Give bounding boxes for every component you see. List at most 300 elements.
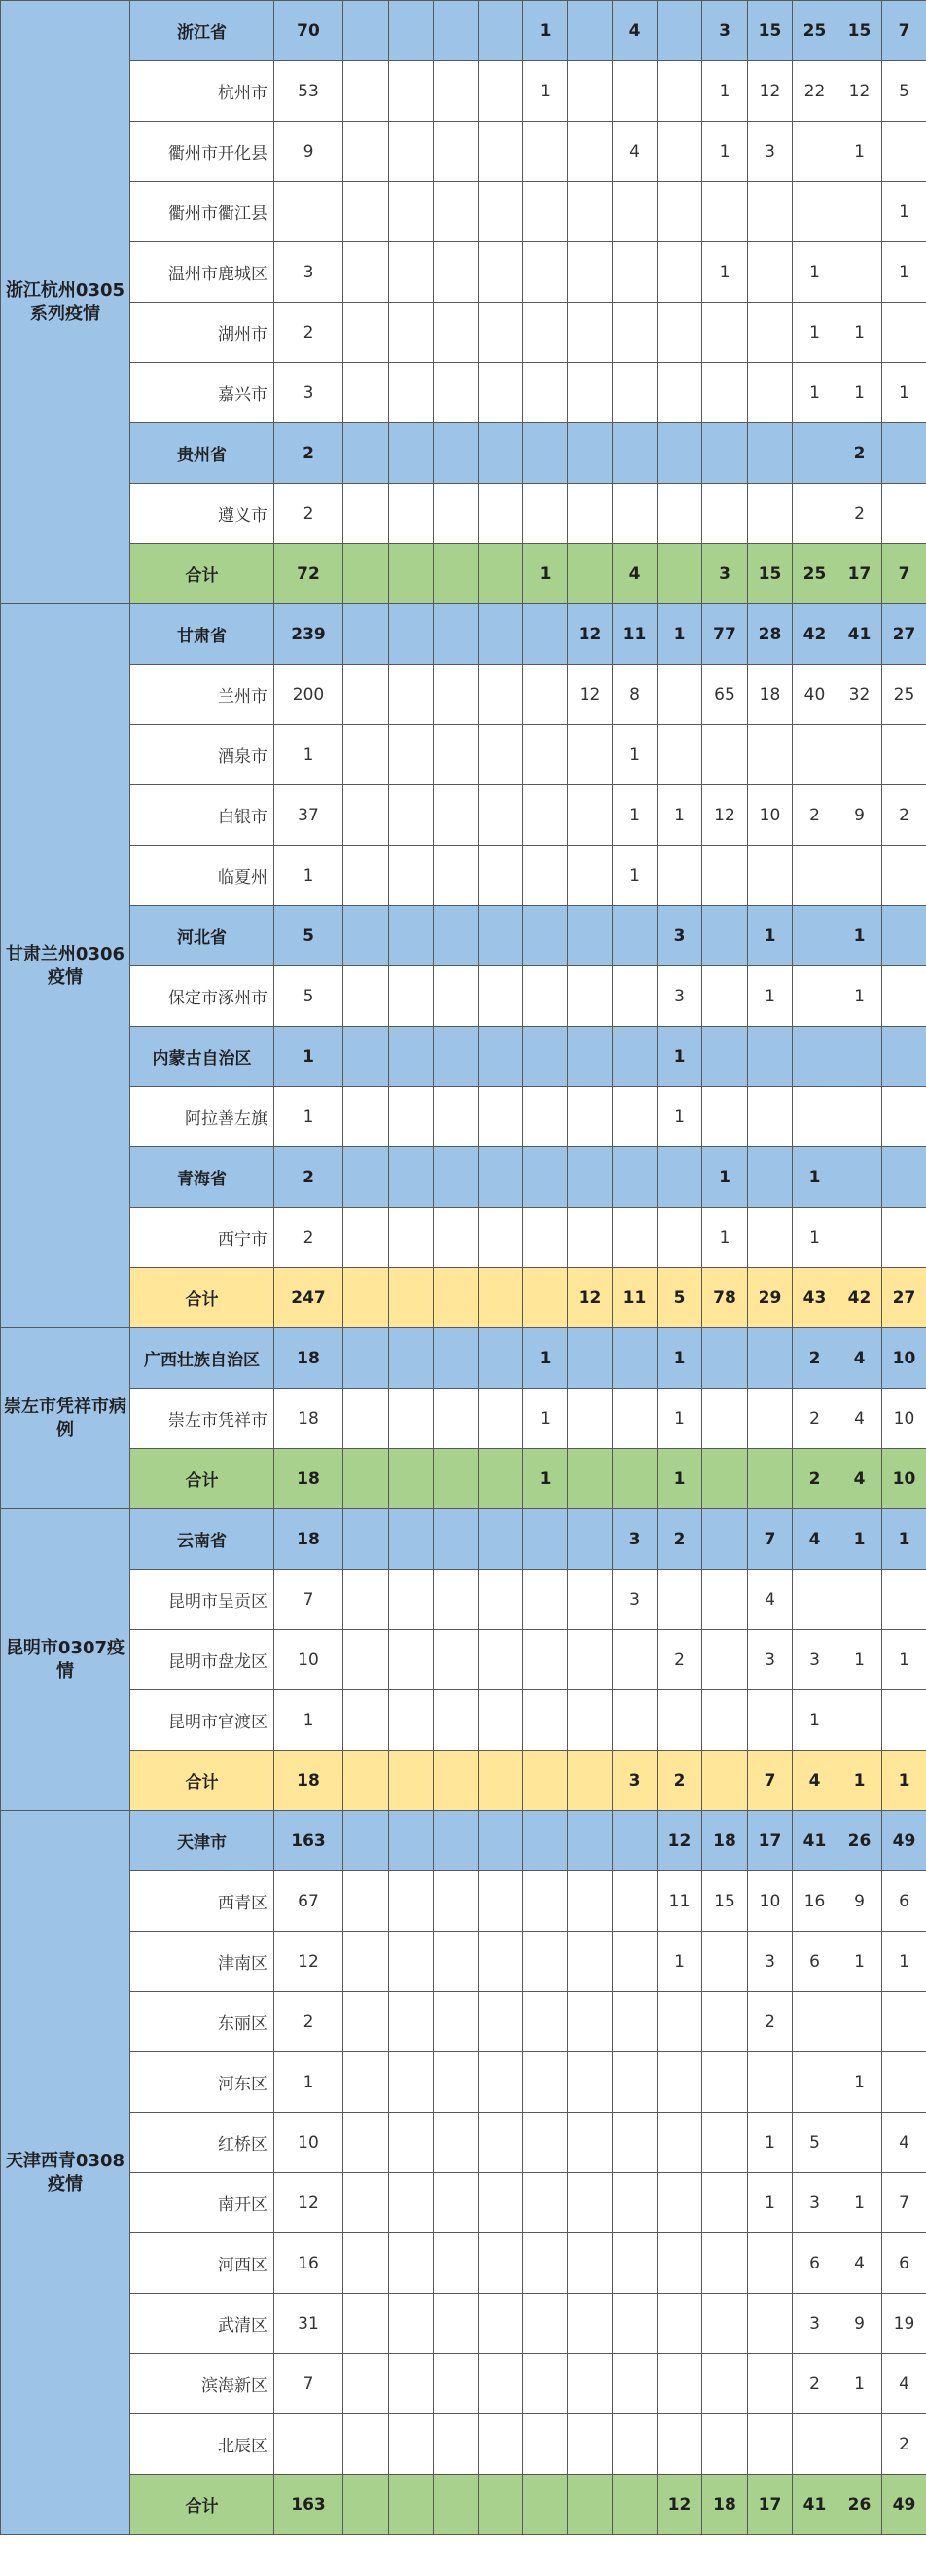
daily-count-cell: 2 xyxy=(882,785,926,846)
daily-count-cell xyxy=(568,242,613,303)
daily-count-cell: 1 xyxy=(837,1509,882,1570)
total-row xyxy=(1,544,926,604)
daily-count-cell xyxy=(479,1811,523,1871)
daily-count-cell: 1 xyxy=(658,1328,702,1389)
table-body xyxy=(1,1,926,2535)
daily-count-cell xyxy=(748,846,793,906)
region-name: 红桥区 xyxy=(130,2113,274,2173)
daily-count-cell xyxy=(748,1389,793,1449)
daily-count-cell xyxy=(479,61,523,122)
daily-count-cell xyxy=(613,906,658,966)
daily-count-cell xyxy=(793,484,837,544)
daily-count-cell xyxy=(389,665,434,725)
daily-count-cell xyxy=(702,725,748,785)
outbreak-group-label: 昆明市0307疫情 xyxy=(1,1509,130,1811)
daily-count-cell xyxy=(523,1630,568,1690)
region-name: 衢州市开化县 xyxy=(130,122,274,182)
daily-count-cell xyxy=(837,2113,882,2173)
daily-count-cell: 3 xyxy=(613,1751,658,1811)
daily-count-cell xyxy=(343,182,389,242)
daily-count-cell xyxy=(793,966,837,1027)
daily-count-cell xyxy=(523,1690,568,1751)
daily-count-cell: 1 xyxy=(658,604,702,665)
daily-count-cell xyxy=(434,604,479,665)
daily-count-cell xyxy=(658,1690,702,1751)
region-name: 昆明市官渡区 xyxy=(130,1690,274,1751)
province-row xyxy=(1,1027,926,1087)
daily-count-cell xyxy=(434,1509,479,1570)
daily-count-cell: 2 xyxy=(837,484,882,544)
daily-count-cell xyxy=(748,484,793,544)
daily-count-cell: 3 xyxy=(793,2173,837,2233)
daily-count-cell xyxy=(748,1449,793,1509)
daily-count-cell xyxy=(343,1449,389,1509)
daily-count-cell xyxy=(613,182,658,242)
daily-count-cell xyxy=(568,1992,613,2052)
daily-count-cell: 25 xyxy=(793,1,837,61)
daily-count-cell: 1 xyxy=(658,1389,702,1449)
daily-count-cell xyxy=(702,363,748,423)
daily-count-cell: 1 xyxy=(837,303,882,363)
daily-count-cell xyxy=(389,1992,434,2052)
table-row xyxy=(1,1570,926,1630)
daily-count-cell xyxy=(523,2113,568,2173)
region-name: 南开区 xyxy=(130,2173,274,2233)
daily-count-cell xyxy=(343,906,389,966)
daily-count-cell xyxy=(389,785,434,846)
table-row xyxy=(1,2294,926,2354)
daily-count-cell: 41 xyxy=(837,604,882,665)
daily-count-cell xyxy=(479,604,523,665)
daily-count-cell xyxy=(479,1,523,61)
daily-count-cell xyxy=(479,242,523,303)
daily-count-cell: 1 xyxy=(882,363,926,423)
daily-count-cell: 26 xyxy=(837,1811,882,1871)
daily-count-cell xyxy=(523,846,568,906)
daily-count-cell xyxy=(434,423,479,484)
daily-count-cell xyxy=(434,1811,479,1871)
region-total: 9 xyxy=(274,122,343,182)
daily-count-cell: 1 xyxy=(658,1932,702,1992)
daily-count-cell: 16 xyxy=(793,1871,837,1932)
daily-count-cell: 1 xyxy=(837,2354,882,2414)
daily-count-cell xyxy=(343,1932,389,1992)
daily-count-cell xyxy=(434,1932,479,1992)
region-total: 1 xyxy=(274,1087,343,1147)
daily-count-cell: 29 xyxy=(748,1268,793,1328)
daily-count-cell xyxy=(613,2354,658,2414)
daily-count-cell xyxy=(793,906,837,966)
region-name: 合计 xyxy=(130,1268,274,1328)
region-total: 1 xyxy=(274,846,343,906)
daily-count-cell xyxy=(343,725,389,785)
daily-count-cell xyxy=(479,1630,523,1690)
total-row xyxy=(1,1751,926,1811)
daily-count-cell: 1 xyxy=(748,2173,793,2233)
region-total: 2 xyxy=(274,1992,343,2052)
region-total: 31 xyxy=(274,2294,343,2354)
daily-count-cell: 3 xyxy=(748,1932,793,1992)
daily-count-cell xyxy=(343,1751,389,1811)
daily-count-cell xyxy=(837,1992,882,2052)
daily-count-cell: 12 xyxy=(702,785,748,846)
daily-count-cell: 28 xyxy=(748,604,793,665)
daily-count-cell xyxy=(793,2414,837,2475)
daily-count-cell xyxy=(523,2354,568,2414)
region-name: 武清区 xyxy=(130,2294,274,2354)
daily-count-cell xyxy=(523,725,568,785)
daily-count-cell xyxy=(568,906,613,966)
daily-count-cell xyxy=(479,1992,523,2052)
daily-count-cell: 1 xyxy=(837,122,882,182)
daily-count-cell xyxy=(343,2173,389,2233)
daily-count-cell xyxy=(568,1932,613,1992)
daily-count-cell: 11 xyxy=(613,1268,658,1328)
daily-count-cell xyxy=(882,966,926,1027)
daily-count-cell xyxy=(568,846,613,906)
region-name: 内蒙古自治区 xyxy=(130,1027,274,1087)
daily-count-cell xyxy=(702,1328,748,1389)
daily-count-cell: 11 xyxy=(658,1871,702,1932)
daily-count-cell xyxy=(523,1208,568,1268)
daily-count-cell xyxy=(613,1630,658,1690)
region-name: 津南区 xyxy=(130,1932,274,1992)
daily-count-cell xyxy=(837,242,882,303)
daily-count-cell xyxy=(837,182,882,242)
daily-count-cell: 1 xyxy=(523,544,568,604)
daily-count-cell xyxy=(389,604,434,665)
daily-count-cell xyxy=(343,665,389,725)
region-name: 合计 xyxy=(130,1751,274,1811)
daily-count-cell xyxy=(658,122,702,182)
daily-count-cell: 1 xyxy=(613,846,658,906)
daily-count-cell: 43 xyxy=(793,1268,837,1328)
total-row xyxy=(1,1449,926,1509)
daily-count-cell xyxy=(882,725,926,785)
daily-count-cell: 1 xyxy=(702,122,748,182)
daily-count-cell xyxy=(343,1509,389,1570)
daily-count-cell xyxy=(343,1811,389,1871)
region-name: 昆明市盘龙区 xyxy=(130,1630,274,1690)
daily-count-cell: 5 xyxy=(882,61,926,122)
daily-count-cell: 1 xyxy=(702,1208,748,1268)
daily-count-cell: 26 xyxy=(837,2475,882,2535)
daily-count-cell xyxy=(343,846,389,906)
table-row xyxy=(1,846,926,906)
daily-count-cell xyxy=(389,182,434,242)
region-name: 河北省 xyxy=(130,906,274,966)
daily-count-cell xyxy=(434,2354,479,2414)
daily-count-cell: 41 xyxy=(793,1811,837,1871)
daily-count-cell xyxy=(658,2173,702,2233)
daily-count-cell xyxy=(748,1087,793,1147)
daily-count-cell xyxy=(658,2294,702,2354)
daily-count-cell xyxy=(343,484,389,544)
region-total: 200 xyxy=(274,665,343,725)
daily-count-cell xyxy=(479,1449,523,1509)
daily-count-cell xyxy=(837,725,882,785)
daily-count-cell xyxy=(882,1570,926,1630)
daily-count-cell xyxy=(523,2052,568,2113)
daily-count-cell xyxy=(343,544,389,604)
daily-count-cell xyxy=(479,665,523,725)
daily-count-cell xyxy=(523,1751,568,1811)
table-row xyxy=(1,1208,926,1268)
daily-count-cell xyxy=(523,1992,568,2052)
region-name: 河东区 xyxy=(130,2052,274,2113)
daily-count-cell: 42 xyxy=(837,1268,882,1328)
daily-count-cell xyxy=(568,2414,613,2475)
daily-count-cell: 2 xyxy=(837,423,882,484)
daily-count-cell xyxy=(882,1992,926,2052)
daily-count-cell xyxy=(748,303,793,363)
daily-count-cell xyxy=(434,966,479,1027)
region-name: 滨海新区 xyxy=(130,2354,274,2414)
daily-count-cell xyxy=(479,2354,523,2414)
daily-count-cell xyxy=(343,1087,389,1147)
daily-count-cell xyxy=(882,484,926,544)
daily-count-cell xyxy=(523,182,568,242)
daily-count-cell xyxy=(702,1992,748,2052)
region-name: 保定市涿州市 xyxy=(130,966,274,1027)
daily-count-cell xyxy=(882,1690,926,1751)
region-name: 温州市鹿城区 xyxy=(130,242,274,303)
daily-count-cell: 3 xyxy=(658,966,702,1027)
daily-count-cell xyxy=(658,665,702,725)
daily-count-cell xyxy=(568,484,613,544)
daily-count-cell: 9 xyxy=(837,2294,882,2354)
daily-count-cell xyxy=(343,1690,389,1751)
daily-count-cell: 1 xyxy=(793,242,837,303)
table-row xyxy=(1,1690,926,1751)
daily-count-cell xyxy=(434,1690,479,1751)
region-total: 18 xyxy=(274,1449,343,1509)
daily-count-cell xyxy=(343,1,389,61)
daily-count-cell xyxy=(613,61,658,122)
daily-count-cell xyxy=(702,1630,748,1690)
daily-count-cell xyxy=(389,966,434,1027)
daily-count-cell xyxy=(523,122,568,182)
daily-count-cell xyxy=(343,2294,389,2354)
region-name: 广西壮族自治区 xyxy=(130,1328,274,1389)
daily-count-cell xyxy=(702,2173,748,2233)
daily-count-cell: 4 xyxy=(882,2113,926,2173)
daily-count-cell: 7 xyxy=(748,1509,793,1570)
daily-count-cell xyxy=(479,544,523,604)
table-row xyxy=(1,725,926,785)
daily-count-cell xyxy=(568,1449,613,1509)
daily-count-cell: 1 xyxy=(523,1389,568,1449)
daily-count-cell xyxy=(389,1208,434,1268)
daily-count-cell xyxy=(882,1147,926,1208)
daily-count-cell xyxy=(479,2475,523,2535)
daily-count-cell: 49 xyxy=(882,2475,926,2535)
daily-count-cell xyxy=(343,1570,389,1630)
daily-count-cell: 11 xyxy=(613,604,658,665)
daily-count-cell: 1 xyxy=(748,906,793,966)
daily-count-cell xyxy=(568,61,613,122)
daily-count-cell: 4 xyxy=(748,1570,793,1630)
daily-count-cell xyxy=(479,2173,523,2233)
daily-count-cell xyxy=(523,484,568,544)
total-row xyxy=(1,1268,926,1328)
daily-count-cell: 25 xyxy=(793,544,837,604)
daily-count-cell xyxy=(343,1268,389,1328)
daily-count-cell: 3 xyxy=(793,2294,837,2354)
region-total: 7 xyxy=(274,2354,343,2414)
daily-count-cell: 4 xyxy=(837,1449,882,1509)
daily-count-cell xyxy=(434,303,479,363)
daily-count-cell: 2 xyxy=(658,1751,702,1811)
daily-count-cell xyxy=(658,2052,702,2113)
daily-count-cell: 5 xyxy=(658,1268,702,1328)
daily-count-cell xyxy=(702,1932,748,1992)
daily-count-cell xyxy=(748,363,793,423)
daily-count-cell xyxy=(434,363,479,423)
daily-count-cell xyxy=(434,1328,479,1389)
daily-count-cell: 1 xyxy=(793,363,837,423)
daily-count-cell: 4 xyxy=(613,544,658,604)
daily-count-cell xyxy=(702,2052,748,2113)
daily-count-cell: 1 xyxy=(837,1751,882,1811)
daily-count-cell xyxy=(568,1087,613,1147)
daily-count-cell xyxy=(479,1087,523,1147)
daily-count-cell xyxy=(748,1027,793,1087)
daily-count-cell xyxy=(613,1449,658,1509)
daily-count-cell xyxy=(343,2233,389,2294)
daily-count-cell: 1 xyxy=(837,1932,882,1992)
region-total: 5 xyxy=(274,906,343,966)
table-row xyxy=(1,122,926,182)
daily-count-cell xyxy=(389,1570,434,1630)
daily-count-cell xyxy=(479,122,523,182)
region-name: 北辰区 xyxy=(130,2414,274,2475)
daily-count-cell: 2 xyxy=(748,1992,793,2052)
daily-count-cell xyxy=(882,1087,926,1147)
daily-count-cell xyxy=(748,2233,793,2294)
region-name: 河西区 xyxy=(130,2233,274,2294)
daily-count-cell xyxy=(479,1389,523,1449)
table-row xyxy=(1,2354,926,2414)
daily-count-cell xyxy=(479,1268,523,1328)
daily-count-cell: 3 xyxy=(748,1630,793,1690)
daily-count-cell xyxy=(389,1690,434,1751)
daily-count-cell: 7 xyxy=(882,1,926,61)
table-row xyxy=(1,1389,926,1449)
daily-count-cell xyxy=(568,1871,613,1932)
daily-count-cell xyxy=(523,1932,568,1992)
daily-count-cell xyxy=(613,1087,658,1147)
region-total xyxy=(274,182,343,242)
daily-count-cell xyxy=(658,303,702,363)
daily-count-cell xyxy=(389,2113,434,2173)
daily-count-cell xyxy=(748,1328,793,1389)
daily-count-cell xyxy=(702,1509,748,1570)
daily-count-cell xyxy=(389,1328,434,1389)
daily-count-cell xyxy=(523,242,568,303)
region-total: 72 xyxy=(274,544,343,604)
region-total: 18 xyxy=(274,1389,343,1449)
daily-count-cell xyxy=(523,1027,568,1087)
table-row xyxy=(1,2113,926,2173)
region-total: 67 xyxy=(274,1871,343,1932)
daily-count-cell: 4 xyxy=(613,1,658,61)
daily-count-cell xyxy=(389,1811,434,1871)
region-name: 临夏州 xyxy=(130,846,274,906)
region-total: 2 xyxy=(274,1147,343,1208)
daily-count-cell xyxy=(479,2294,523,2354)
daily-count-cell: 6 xyxy=(882,1871,926,1932)
daily-count-cell xyxy=(882,303,926,363)
daily-count-cell: 7 xyxy=(882,2173,926,2233)
daily-count-cell xyxy=(793,1570,837,1630)
daily-count-cell xyxy=(702,1690,748,1751)
daily-count-cell xyxy=(658,484,702,544)
daily-count-cell xyxy=(479,363,523,423)
daily-count-cell: 25 xyxy=(882,665,926,725)
daily-count-cell xyxy=(523,1871,568,1932)
daily-count-cell xyxy=(837,1690,882,1751)
daily-count-cell: 9 xyxy=(837,1871,882,1932)
daily-count-cell xyxy=(434,1871,479,1932)
daily-count-cell xyxy=(434,1389,479,1449)
daily-count-cell xyxy=(343,61,389,122)
daily-count-cell xyxy=(658,2414,702,2475)
region-total: 239 xyxy=(274,604,343,665)
table-row xyxy=(1,363,926,423)
daily-count-cell xyxy=(343,423,389,484)
daily-count-cell xyxy=(523,1147,568,1208)
daily-count-cell xyxy=(389,242,434,303)
daily-count-cell: 1 xyxy=(523,1449,568,1509)
daily-count-cell xyxy=(389,303,434,363)
daily-count-cell: 4 xyxy=(837,1328,882,1389)
daily-count-cell xyxy=(389,1751,434,1811)
region-name: 云南省 xyxy=(130,1509,274,1570)
region-name: 西宁市 xyxy=(130,1208,274,1268)
daily-count-cell xyxy=(568,966,613,1027)
daily-count-cell xyxy=(568,423,613,484)
region-name: 甘肃省 xyxy=(130,604,274,665)
daily-count-cell xyxy=(748,2354,793,2414)
daily-count-cell: 2 xyxy=(793,1328,837,1389)
daily-count-cell xyxy=(523,423,568,484)
daily-count-cell xyxy=(434,484,479,544)
daily-count-cell xyxy=(523,1570,568,1630)
daily-count-cell xyxy=(343,242,389,303)
daily-count-cell: 3 xyxy=(748,122,793,182)
daily-count-cell xyxy=(523,1087,568,1147)
region-name: 浙江省 xyxy=(130,1,274,61)
daily-count-cell xyxy=(568,1811,613,1871)
daily-count-cell xyxy=(523,665,568,725)
daily-count-cell xyxy=(748,1690,793,1751)
daily-count-cell: 32 xyxy=(837,665,882,725)
daily-count-cell: 1 xyxy=(523,1328,568,1389)
daily-count-cell xyxy=(793,1027,837,1087)
daily-count-cell xyxy=(793,725,837,785)
daily-count-cell xyxy=(793,1087,837,1147)
daily-count-cell xyxy=(568,2173,613,2233)
daily-count-cell xyxy=(479,1690,523,1751)
daily-count-cell xyxy=(389,1630,434,1690)
daily-count-cell xyxy=(479,2113,523,2173)
table-row xyxy=(1,2414,926,2475)
daily-count-cell: 4 xyxy=(793,1751,837,1811)
region-name: 青海省 xyxy=(130,1147,274,1208)
daily-count-cell xyxy=(702,2113,748,2173)
region-total: 1 xyxy=(274,1690,343,1751)
